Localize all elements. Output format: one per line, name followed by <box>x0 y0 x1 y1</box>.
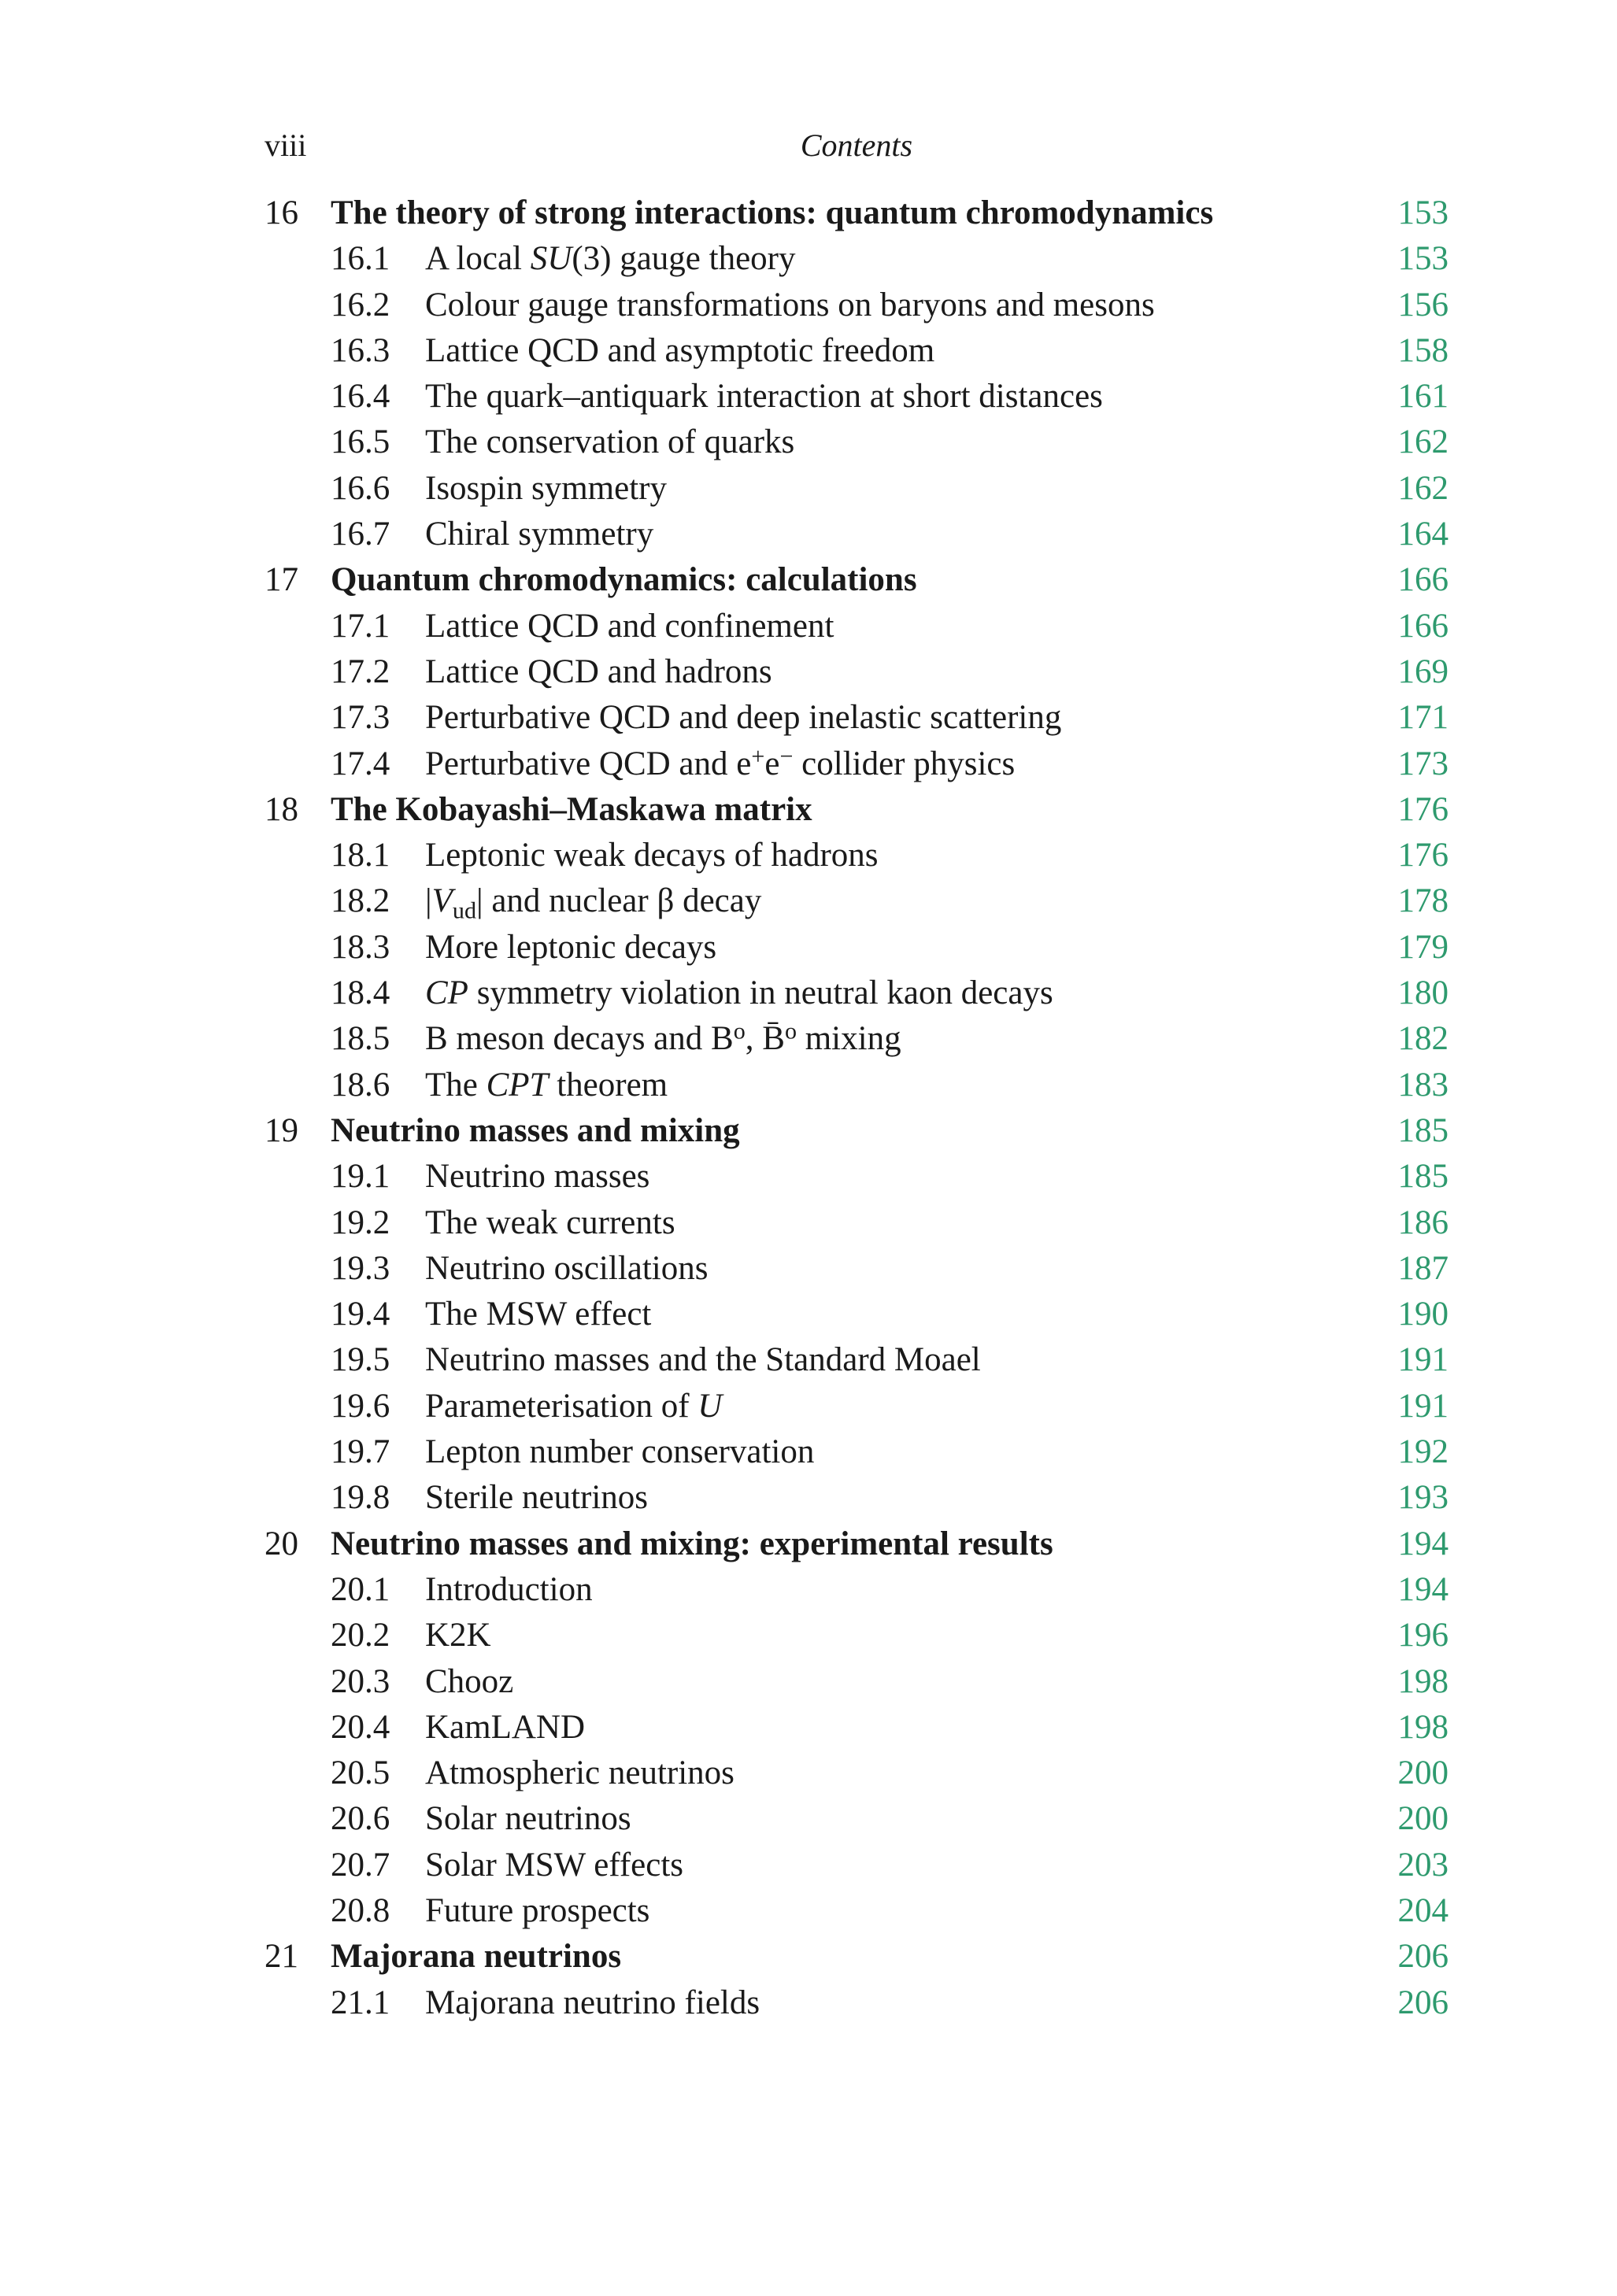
section-title: Atmospheric neutrinos <box>425 1754 734 1792</box>
section-title: Introduction <box>425 1570 593 1608</box>
section-title: Neutrino masses <box>425 1158 650 1196</box>
subscript: ud <box>452 897 476 924</box>
page-number[interactable]: 200 <box>1397 1800 1449 1838</box>
page-number[interactable]: 200 <box>1397 1754 1449 1792</box>
toc-section-18-1[interactable] <box>265 833 1449 878</box>
page-number[interactable]: 196 <box>1397 1617 1449 1655</box>
superscript: + <box>751 742 765 770</box>
section-title: The quark–antiquark interaction at short distances <box>425 378 1103 416</box>
toc-section-17-4[interactable] <box>265 741 1449 787</box>
title-text: collider physics <box>793 745 1016 782</box>
section-number: 19.3 <box>331 1249 390 1287</box>
section-number: 19.2 <box>331 1203 390 1241</box>
page-number[interactable]: 185 <box>1397 1158 1449 1196</box>
section-title: Lepton number conservation <box>425 1433 815 1471</box>
superscript: − <box>779 742 794 770</box>
section-number: 18.4 <box>331 974 390 1012</box>
section-number: 19.4 <box>331 1296 390 1333</box>
section-title <box>425 1384 722 1429</box>
section-number: 20.1 <box>331 1570 390 1608</box>
page-number[interactable]: 191 <box>1397 1387 1449 1425</box>
page-number[interactable]: 206 <box>1397 1938 1449 1976</box>
page-number[interactable]: 185 <box>1397 1111 1449 1149</box>
chapter-number: 21 <box>265 1938 298 1976</box>
section-title: KamLAND <box>425 1708 586 1746</box>
page-number[interactable]: 190 <box>1397 1296 1449 1333</box>
section-title <box>425 971 1053 1016</box>
toc-chapter-16[interactable] <box>265 190 1449 236</box>
section-number: 19.8 <box>331 1479 390 1517</box>
section-number: 18.2 <box>331 882 390 920</box>
chapter-number: 19 <box>265 1111 298 1149</box>
chapter-title: Majorana neutrinos <box>331 1938 622 1976</box>
section-number: 20.6 <box>331 1800 390 1838</box>
toc-section-19-5[interactable] <box>265 1337 1449 1383</box>
page-number[interactable]: 182 <box>1397 1020 1449 1058</box>
title-italic: CP <box>425 974 468 1012</box>
section-title <box>425 236 795 282</box>
section-number: 20.5 <box>331 1754 390 1792</box>
title-italic: SU <box>530 240 572 278</box>
section-title <box>425 1063 668 1108</box>
page-number[interactable]: 194 <box>1397 1570 1449 1608</box>
toc-section-20-1[interactable] <box>265 1567 1449 1613</box>
toc-section-19-7[interactable] <box>265 1429 1449 1475</box>
chapter-number: 18 <box>265 790 298 828</box>
chapter-title: Neutrino masses and mixing <box>331 1111 740 1149</box>
toc-section-19-6[interactable] <box>265 1384 1449 1429</box>
section-number: 17.2 <box>331 653 390 690</box>
section-number: 20.3 <box>331 1662 390 1700</box>
section-title <box>425 741 1015 787</box>
section-title: Lattice QCD and confinement <box>425 607 834 645</box>
section-title: Sterile neutrinos <box>425 1479 649 1517</box>
title-italic: U <box>697 1387 723 1425</box>
page-number[interactable]: 173 <box>1397 745 1449 782</box>
section-title: Colour gauge transformations on baryons and mesons <box>425 286 1155 324</box>
section-number: 16.5 <box>331 423 390 461</box>
title-text: e <box>764 745 780 782</box>
section-number: 20.2 <box>331 1617 390 1655</box>
page-number[interactable]: 186 <box>1397 1203 1449 1241</box>
running-head-title: Contents <box>800 128 913 163</box>
page-number[interactable]: 198 <box>1397 1662 1449 1700</box>
section-title: Neutrino masses and the Standard Moael <box>425 1341 981 1379</box>
toc-section-20-6[interactable] <box>265 1796 1449 1842</box>
section-number: 19.1 <box>331 1158 390 1196</box>
section-title: Perturbative QCD and deep inelastic scattering <box>425 699 1062 737</box>
toc-section-21-1[interactable] <box>265 1980 1449 2026</box>
toc-section-20-8[interactable] <box>265 1888 1449 1934</box>
page-folio: viii <box>265 128 307 163</box>
page-number[interactable]: 203 <box>1397 1846 1449 1884</box>
section-title: Isospin symmetry <box>425 469 667 507</box>
section-number: 16.7 <box>331 516 390 553</box>
toc-section-20-4[interactable] <box>265 1705 1449 1751</box>
title-italic: CPT <box>486 1066 549 1104</box>
section-number: 17.1 <box>331 607 390 645</box>
toc-section-20-5[interactable] <box>265 1751 1449 1796</box>
chapter-title: Neutrino masses and mixing: experimental results <box>331 1525 1053 1562</box>
page-number[interactable]: 158 <box>1397 331 1449 369</box>
section-number: 17.4 <box>331 745 390 782</box>
section-title: Leptonic weak decays of hadrons <box>425 837 879 874</box>
title-italic: V <box>431 882 453 920</box>
section-title <box>425 878 761 924</box>
section-number: 16.4 <box>331 378 390 416</box>
page-number[interactable]: 183 <box>1397 1066 1449 1104</box>
title-text: , B̄ <box>745 1020 785 1058</box>
section-title: Lattice QCD and hadrons <box>425 653 772 690</box>
title-text: | <box>425 882 432 920</box>
section-number: 16.3 <box>331 331 390 369</box>
page-number[interactable]: 191 <box>1397 1341 1449 1379</box>
page-number[interactable]: 206 <box>1397 1984 1449 2021</box>
section-title <box>425 1016 901 1062</box>
title-text: B meson decays and B <box>425 1020 734 1058</box>
chapter-number: 17 <box>265 561 298 599</box>
section-title: Lattice QCD and asymptotic freedom <box>425 331 935 369</box>
title-text: symmetry violation in neutral kaon decays <box>468 974 1053 1012</box>
page-number[interactable]: 179 <box>1397 928 1449 966</box>
toc-section-17-3[interactable] <box>265 695 1449 741</box>
section-number: 19.7 <box>331 1433 390 1471</box>
section-number: 18.1 <box>331 837 390 874</box>
toc-section-18-5[interactable] <box>265 1016 1449 1062</box>
toc-section-16-4[interactable] <box>265 374 1449 420</box>
page-number[interactable]: 166 <box>1397 607 1449 645</box>
page-number[interactable]: 176 <box>1397 837 1449 874</box>
toc-section-19-4[interactable] <box>265 1292 1449 1337</box>
running-head <box>265 126 1449 165</box>
page-number[interactable]: 162 <box>1397 423 1449 461</box>
section-title: The MSW effect <box>425 1296 652 1333</box>
section-title: Solar MSW effects <box>425 1846 684 1884</box>
section-title: K2K <box>425 1617 491 1655</box>
section-number: 17.3 <box>331 699 390 737</box>
section-number: 16.2 <box>331 286 390 324</box>
page-number[interactable]: 156 <box>1397 286 1449 324</box>
page-number[interactable]: 161 <box>1397 378 1449 416</box>
toc-section-18-4[interactable] <box>265 971 1449 1016</box>
title-text: (3) gauge theory <box>572 240 796 278</box>
section-title: The conservation of quarks <box>425 423 795 461</box>
section-title: More leptonic decays <box>425 928 717 966</box>
page-number[interactable]: 153 <box>1397 194 1449 231</box>
toc-section-17-1[interactable] <box>265 604 1449 649</box>
toc-section-19-1[interactable] <box>265 1154 1449 1200</box>
toc-section-19-8[interactable] <box>265 1475 1449 1521</box>
toc-chapter-21[interactable] <box>265 1934 1449 1980</box>
toc-section-19-3[interactable] <box>265 1246 1449 1292</box>
page-number[interactable]: 162 <box>1397 469 1449 507</box>
toc-chapter-20[interactable] <box>265 1521 1449 1567</box>
chapter-number: 20 <box>265 1525 298 1562</box>
page-number[interactable]: 153 <box>1397 240 1449 278</box>
toc-section-16-2[interactable] <box>265 283 1449 328</box>
table-of-contents <box>265 190 1449 2026</box>
title-text: | and nuclear β decay <box>475 882 762 920</box>
superscript: o <box>733 1017 746 1044</box>
chapter-title: Quantum chromodynamics: calculations <box>331 561 917 599</box>
toc-section-20-7[interactable] <box>265 1843 1449 1888</box>
toc-section-16-6[interactable] <box>265 466 1449 512</box>
page-number[interactable]: 198 <box>1397 1708 1449 1746</box>
superscript: o <box>784 1017 797 1044</box>
chapter-title: The theory of strong interactions: quantum chromodynamics <box>331 194 1214 231</box>
section-number: 18.6 <box>331 1066 390 1104</box>
page-number[interactable]: 187 <box>1397 1249 1449 1287</box>
page-number[interactable]: 180 <box>1397 974 1449 1012</box>
page-number[interactable]: 193 <box>1397 1479 1449 1517</box>
section-number: 20.7 <box>331 1846 390 1884</box>
toc-section-19-2[interactable] <box>265 1200 1449 1246</box>
toc-section-18-3[interactable] <box>265 925 1449 971</box>
page-number[interactable]: 171 <box>1397 699 1449 737</box>
section-number: 16.6 <box>331 469 390 507</box>
toc-chapter-18[interactable] <box>265 787 1449 833</box>
chapter-title: The Kobayashi–Maskawa matrix <box>331 790 812 828</box>
section-title: Neutrino oscillations <box>425 1249 709 1287</box>
toc-section-17-2[interactable] <box>265 649 1449 695</box>
section-number: 18.5 <box>331 1020 390 1058</box>
section-number: 20.4 <box>331 1708 390 1746</box>
title-text: mixing <box>796 1020 901 1058</box>
page-number[interactable]: 166 <box>1397 561 1449 599</box>
chapter-number: 16 <box>265 194 298 231</box>
page-number[interactable]: 169 <box>1397 653 1449 690</box>
page-number[interactable]: 204 <box>1397 1891 1449 1929</box>
toc-section-20-2[interactable] <box>265 1613 1449 1658</box>
section-number: 18.3 <box>331 928 390 966</box>
section-title: Chooz <box>425 1662 514 1700</box>
page-number[interactable]: 164 <box>1397 516 1449 553</box>
toc-section-20-3[interactable] <box>265 1659 1449 1705</box>
title-text: Perturbative QCD and e <box>425 745 752 782</box>
section-title: Solar neutrinos <box>425 1800 631 1838</box>
title-text: Parameterisation of <box>425 1387 698 1425</box>
section-number: 20.8 <box>331 1891 390 1929</box>
section-title: Chiral symmetry <box>425 516 654 553</box>
toc-chapter-17[interactable] <box>265 557 1449 603</box>
title-text: theorem <box>548 1066 668 1104</box>
title-text: A local <box>425 240 531 278</box>
toc-section-16-1[interactable] <box>265 236 1449 282</box>
page-number[interactable]: 194 <box>1397 1525 1449 1562</box>
toc-section-18-6[interactable] <box>265 1063 1449 1108</box>
section-number: 19.6 <box>331 1387 390 1425</box>
title-text: The <box>425 1066 487 1104</box>
toc-section-16-7[interactable] <box>265 512 1449 557</box>
section-title: Future prospects <box>425 1891 650 1929</box>
toc-section-16-5[interactable] <box>265 420 1449 465</box>
toc-section-18-2[interactable] <box>265 878 1449 924</box>
section-number: 19.5 <box>331 1341 390 1379</box>
page-number[interactable]: 178 <box>1397 882 1449 920</box>
section-number: 21.1 <box>331 1984 390 2021</box>
section-title: The weak currents <box>425 1203 675 1241</box>
section-title: Majorana neutrino fields <box>425 1984 760 2021</box>
section-number: 16.1 <box>331 240 390 278</box>
toc-section-16-3[interactable] <box>265 328 1449 374</box>
toc-chapter-19[interactable] <box>265 1108 1449 1154</box>
page-number[interactable]: 176 <box>1397 790 1449 828</box>
page-number[interactable]: 192 <box>1397 1433 1449 1471</box>
